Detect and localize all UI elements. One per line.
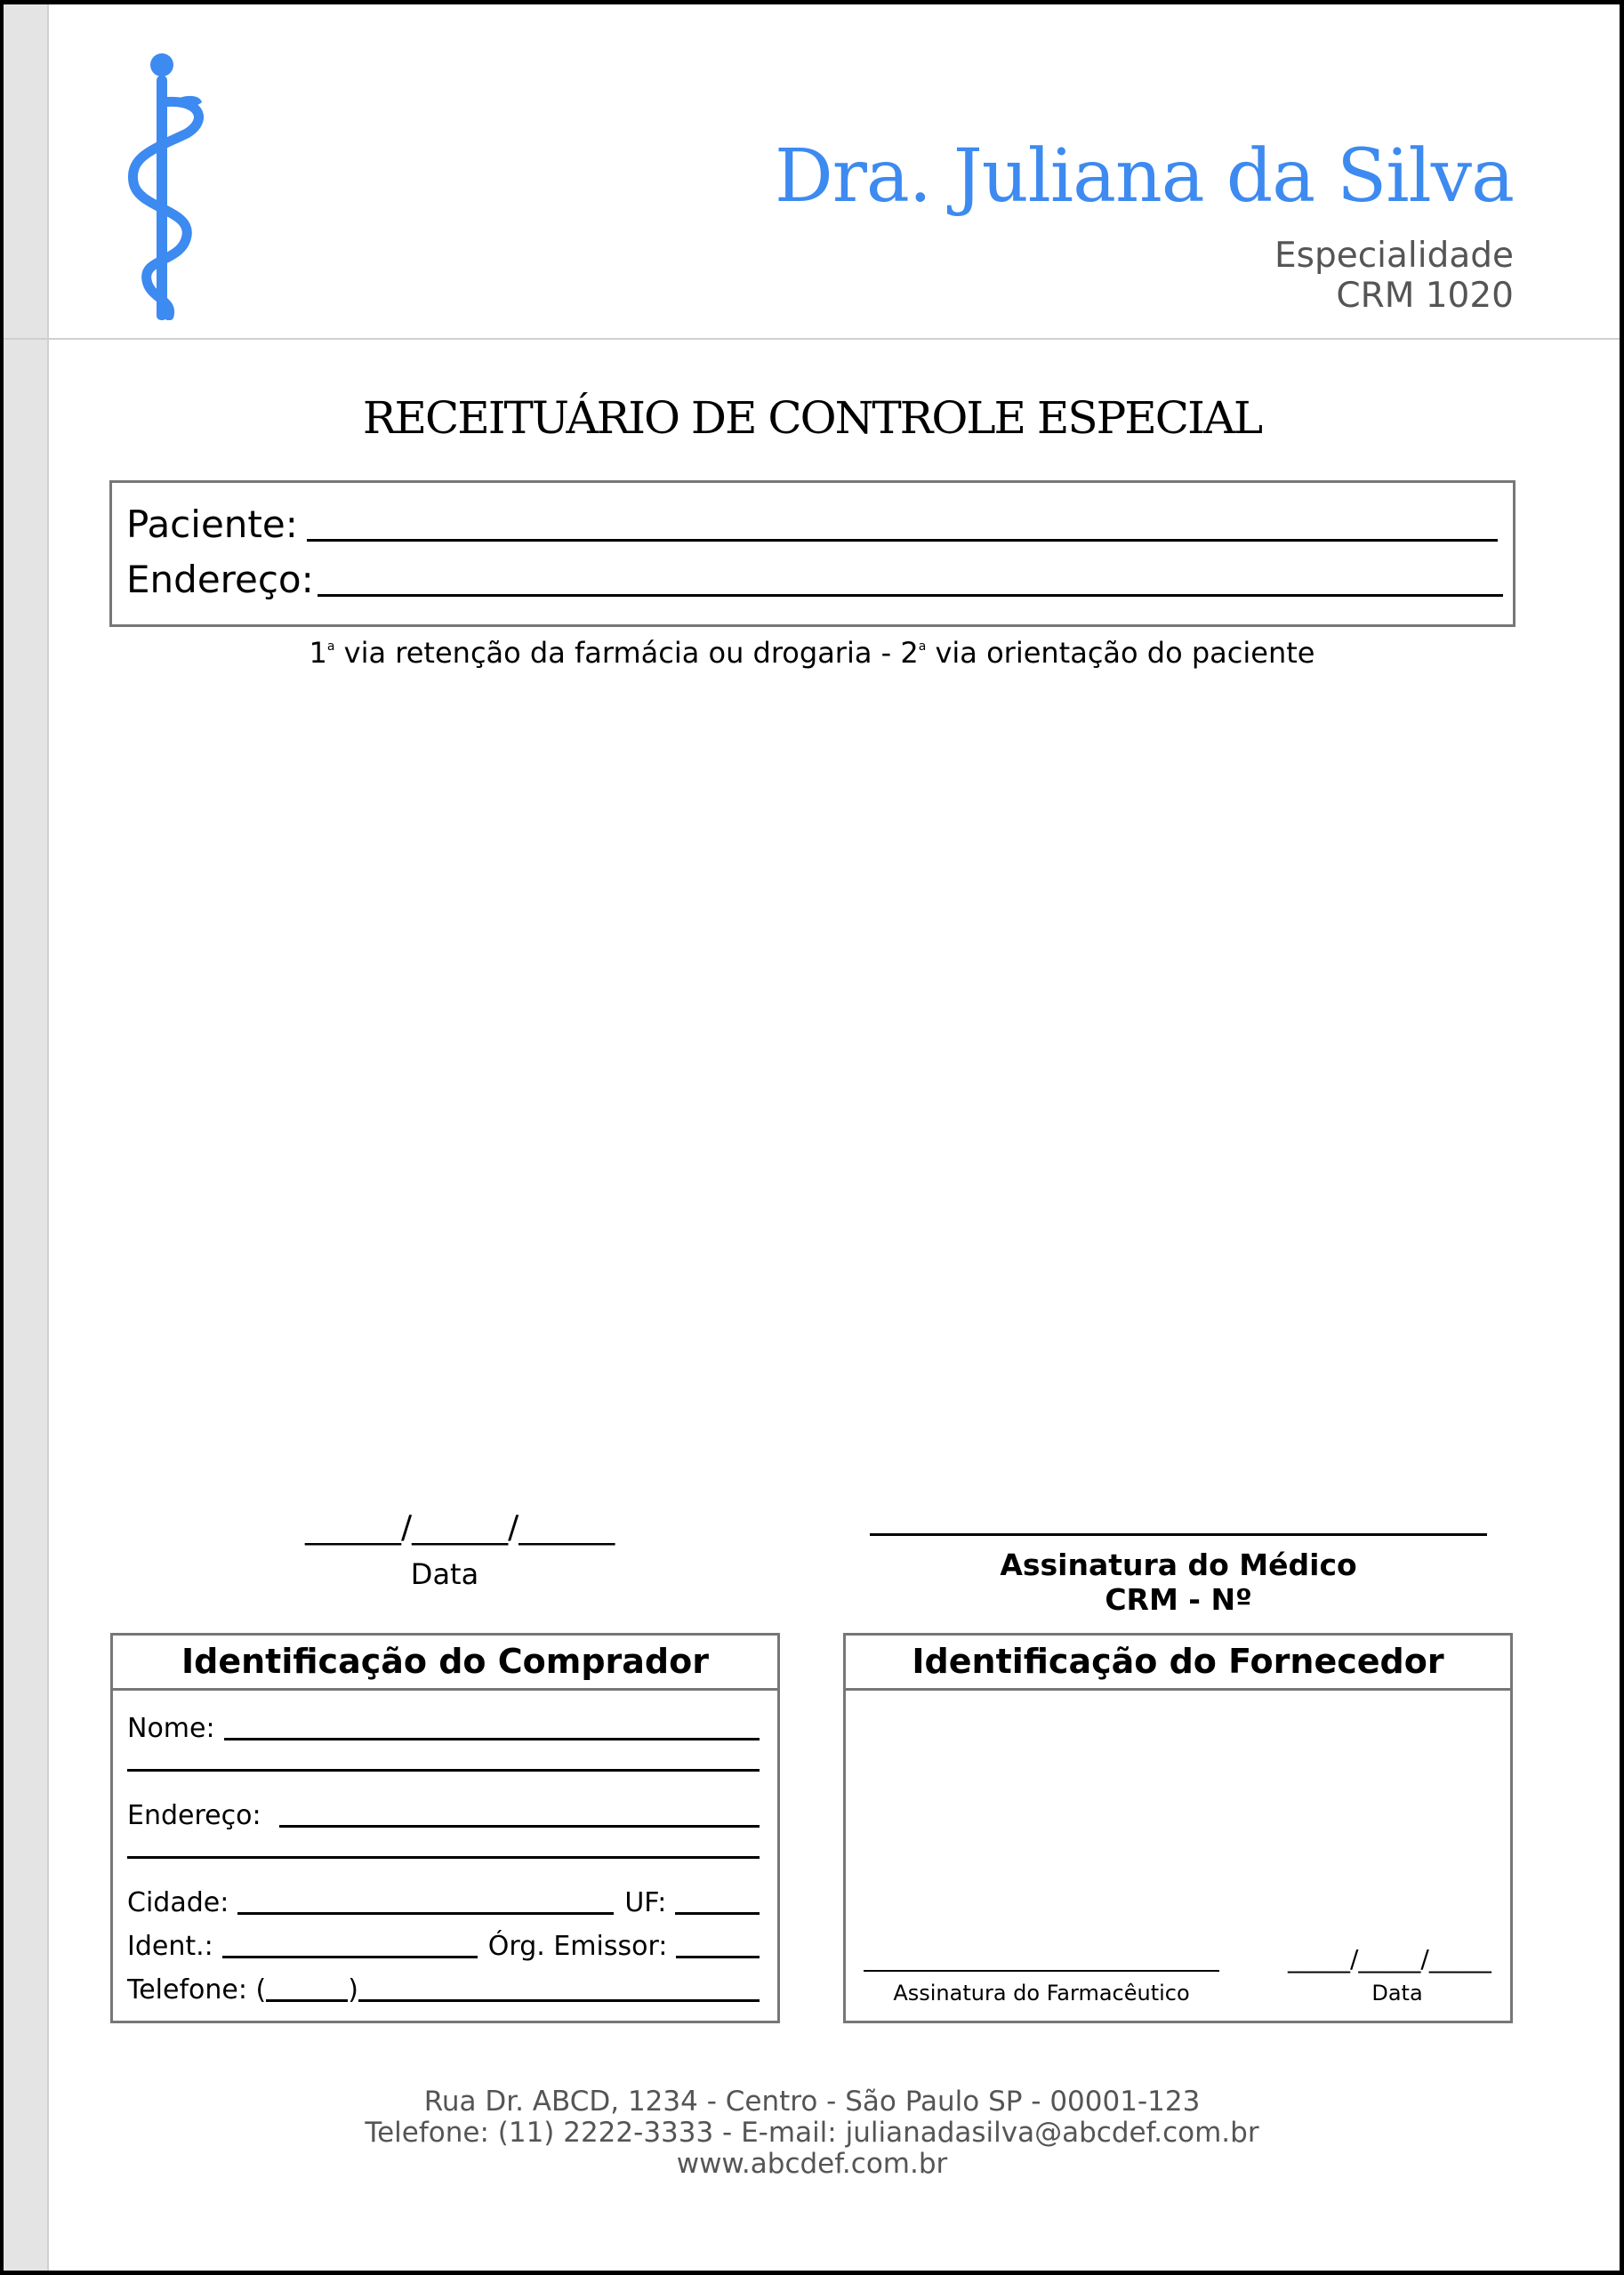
buyer-phone-label: Telefone: ( — [127, 1974, 267, 2006]
via-note-sup1: a — [326, 639, 335, 654]
buyer-name-line-2[interactable] — [127, 1769, 760, 1773]
buyer-issuer-line[interactable] — [676, 1956, 760, 1958]
buyer-box — [110, 1633, 780, 2023]
buyer-uf-line[interactable] — [675, 1912, 760, 1915]
caduceus-icon — [120, 49, 209, 320]
buyer-id-line[interactable] — [222, 1956, 478, 1958]
buyer-name-field[interactable] — [127, 1713, 760, 1744]
patient-box — [109, 480, 1515, 627]
buyer-name-line[interactable] — [224, 1738, 760, 1740]
buyer-address-extra-line[interactable] — [127, 1856, 760, 1859]
patient-line[interactable] — [307, 539, 1498, 542]
buyer-name-extra-line[interactable] — [127, 1769, 760, 1772]
doctor-signature-label: Assinatura do Médico — [1000, 1547, 1357, 1582]
doctor-specialty: Especialidade — [1274, 236, 1514, 276]
supplier-title: Identificação do Fornecedor — [846, 1636, 1510, 1691]
form-title: RECEITUÁRIO DE CONTROLE ESPECIAL — [362, 392, 1262, 444]
date-label: Data — [410, 1557, 479, 1591]
header-divider — [4, 338, 1620, 340]
footer-contact: Telefone: (11) 2222-3333 - E-mail: julianadasilva@abcdef.com.br — [365, 2117, 1259, 2149]
buyer-address-line-2[interactable] — [127, 1856, 760, 1861]
buyer-phone-line[interactable] — [358, 1999, 760, 2002]
via-note-part3: via orientação do paciente — [926, 636, 1315, 670]
buyer-phone-paren: ) — [348, 1974, 358, 2006]
doctor-signature-line[interactable] — [870, 1533, 1487, 1536]
buyer-issuer-label: Órg. Emissor: — [487, 1931, 668, 1962]
address-line[interactable] — [318, 594, 1503, 597]
supplier-date-label: Data — [1371, 1981, 1423, 2006]
buyer-city-field[interactable] — [127, 1887, 760, 1918]
buyer-city-line[interactable] — [237, 1912, 614, 1915]
supplier-box — [843, 1633, 1513, 2023]
pharmacist-signature-label: Assinatura do Farmacêutico — [893, 1981, 1190, 2006]
supplier-date-blank[interactable]: _____/_____/_____ — [1288, 1944, 1491, 1974]
buyer-uf-label: UF: — [624, 1887, 667, 1918]
via-note-sup2: a — [918, 639, 927, 654]
buyer-address-line[interactable] — [279, 1825, 760, 1828]
buyer-address-field[interactable] — [127, 1800, 760, 1831]
buyer-id-field[interactable] — [127, 1933, 760, 1960]
buyer-city-label: Cidade: — [127, 1887, 229, 1918]
via-note-part1: 1 — [309, 636, 327, 670]
buyer-name-label: Nome: — [127, 1713, 215, 1744]
patient-field[interactable] — [126, 502, 1498, 546]
footer-website[interactable]: www.abcdef.com.br — [676, 2148, 948, 2180]
patient-label: Paciente: — [126, 502, 298, 546]
date-blank[interactable]: ______/______/______ — [305, 1509, 615, 1546]
address-label: Endereço: — [126, 558, 314, 601]
via-note-part2: via retenção da farmácia ou drogaria - 2 — [334, 636, 919, 670]
buyer-phone-area-line[interactable] — [266, 1999, 348, 2002]
doctor-crm: CRM 1020 — [1336, 276, 1514, 316]
crm-number-label: CRM - Nº — [1105, 1582, 1252, 1617]
pharmacist-signature-line[interactable] — [864, 1970, 1219, 1972]
buyer-address-label: Endereço: — [127, 1800, 261, 1831]
buyer-title: Identificação do Comprador — [113, 1636, 777, 1691]
buyer-phone-field[interactable] — [127, 1974, 760, 2006]
via-note — [0, 636, 1624, 670]
binding-strip — [4, 4, 49, 2271]
buyer-id-label: Ident.: — [127, 1931, 213, 1962]
address-field[interactable] — [126, 558, 1503, 601]
doctor-name: Dra. Juliana da Silva — [774, 134, 1514, 219]
footer-address: Rua Dr. ABCD, 1234 - Centro - São Paulo SP - 00001-123 — [423, 2086, 1201, 2118]
